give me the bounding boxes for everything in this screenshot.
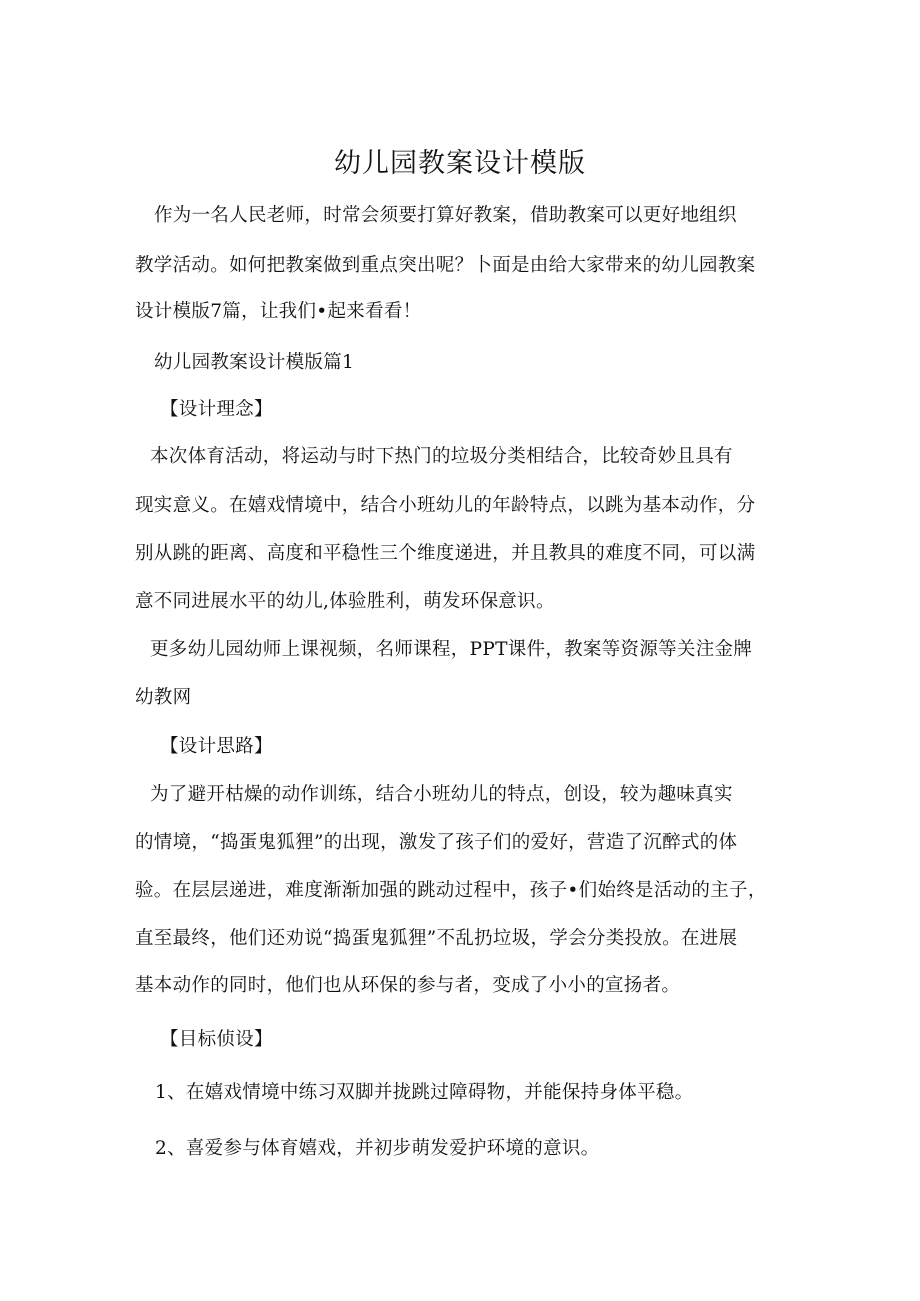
intro-line-3: 设计模版7篇，让我们•起来看看！ (135, 301, 422, 322)
promo-line-2: 幼教网 (135, 687, 192, 708)
heading-design-concept: 【设计理念】 (160, 399, 273, 420)
intro-line-1: 作为一名人民老师，时常会须要打算好教案，借助教案可以更好地组织 (154, 205, 737, 226)
concept-line-4: 意不同进展水平的幼儿,体验胜利，萌发环保意识。 (135, 591, 555, 612)
section-title: 幼儿园教案设计模版篇1 (154, 352, 355, 373)
heading-goal: 【目标侦设】 (160, 1029, 273, 1050)
concept-line-3: 别从跳的距离、高度和平稳性三个维度递进，并且教具的难度不同，可以满 (135, 543, 756, 564)
idea-line-2: 的情境，“捣蛋鬼狐狸”的出现，激发了孩子们的爱好，营造了沉醉式的体 (135, 832, 738, 853)
goal-item-1: 1、在嬉戏情境中练习双脚并拢跳过障碍物，并能保持身体平稳。 (155, 1082, 694, 1103)
concept-line-1: 本次体育活动，将运动与时下热门的垃圾分类相结合，比较奇妙且具有 (150, 446, 733, 467)
idea-line-5: 基本动作的同时，他们也从环保的参与者，变成了小小的宣扬者。 (135, 975, 681, 996)
idea-line-4: 直至最终，他们还劝说“捣蛋鬼狐狸”不乱扔垃圾，学会分类投放。在进展 (135, 928, 738, 949)
goal-item-2: 2、喜爱参与体育嬉戏，并初步萌发爱护环境的意识。 (155, 1138, 600, 1159)
heading-design-idea: 【设计思路】 (160, 736, 273, 757)
idea-line-1: 为了避开枯燥的动作训练，结合小班幼儿的特点，创设，较为趣味真实 (150, 784, 733, 805)
document-title: 幼儿园教案设计模版 (334, 148, 586, 179)
concept-line-2: 现实意义。在嬉戏情境中，结合小班幼儿的年龄特点，以跳为基本动作，分 (135, 495, 756, 516)
promo-line-1: 更多幼儿园幼师上课视频，名师课程，PPT课件，教案等资源等关注金牌 (150, 639, 753, 660)
idea-line-3: 验。在层层递进，难度渐渐加强的跳动过程中，孩子•们始终是活动的主子， (135, 880, 767, 901)
intro-line-2: 教学活动。如何把教案做到重点突出呢？卜面是由给大家带来的幼儿园教案 (135, 255, 756, 276)
